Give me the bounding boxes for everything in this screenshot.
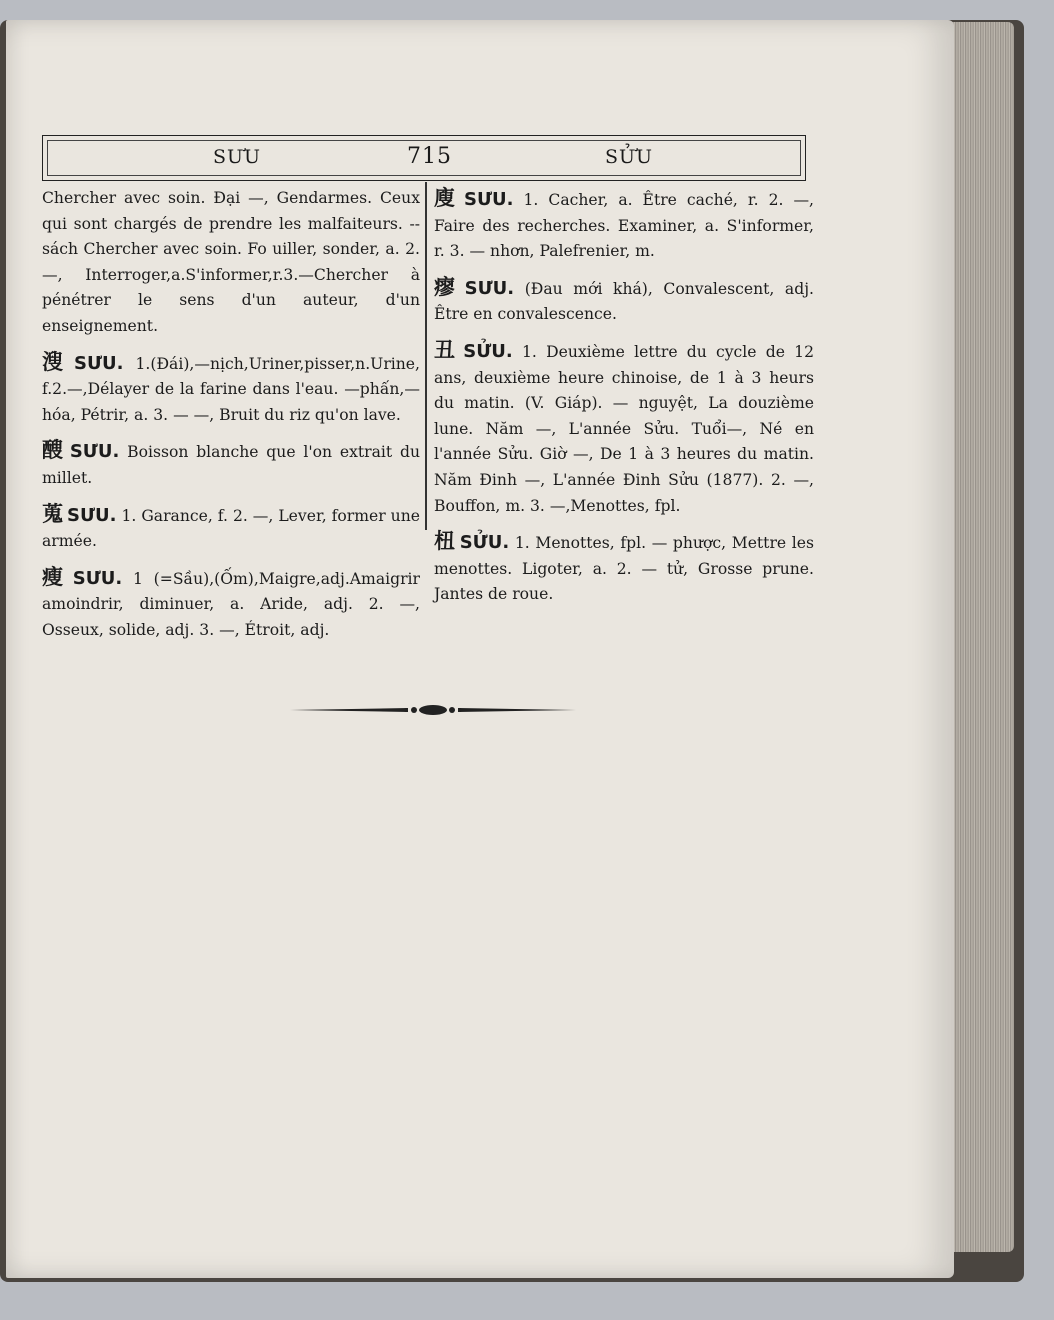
headword: SƯU.	[74, 352, 124, 374]
column-divider	[425, 182, 427, 530]
headword: SƯU.	[464, 277, 515, 299]
entry-text: (Đau mới khá), Convalescent, adj. Être en convalescence.	[434, 279, 814, 324]
entry-text: 1. Deuxième lettre du cycle de 12 ans, deuxième heure chinoise, de 1 à 3 heurs du matin. (V. Giáp). — nguyệt, La douzième lune. Năm —, L'année Sửu. Tuổi—, Né en l'année Sửu. Giờ —, De 1 à 3 heures du matin. Năm Đinh —, L'année Đinh Sửu (1877). 2. —, Bouffon, m. 3. —,Menottes, fpl.	[434, 342, 815, 515]
headword: SƯU.	[67, 504, 117, 526]
han-character: 廋	[434, 186, 461, 210]
entry-text: 1 (=Sầu),(Ốm),Maigre,adj.Amaigrir amoindrir, diminuer, a. Aride, adj. 2. —, Osseux, solide, adj. 3. —, Étroit, adj.	[42, 569, 420, 639]
entry	[42, 502, 420, 555]
entry-text: 1.(Đái),—nịch,Uriner,pisser,n.Urine, f.2.—,Délayer de la farine dans l'eau. —phấn,— hóa, Pétrir, a. 3. — —, Bruit du riz qu'on lave.	[42, 354, 420, 424]
han-character: 杻	[434, 529, 456, 554]
page-number: 715	[407, 144, 452, 169]
han-character: 蒐	[42, 501, 64, 526]
han-character: 丑	[434, 337, 460, 362]
han-character: 醙	[42, 438, 66, 463]
headword: SƯU.	[72, 567, 123, 589]
han-character: 溲	[42, 349, 71, 374]
left-column	[42, 186, 420, 654]
entry-text: Boisson blanche que l'on extrait du millet.	[42, 443, 420, 487]
entry	[42, 438, 420, 491]
entry	[42, 350, 420, 429]
entry	[434, 186, 814, 265]
headword: SƯU.	[464, 189, 514, 210]
entry-text: 1. Garance, f. 2. —, Lever, former une armée.	[42, 506, 421, 551]
entry-text: 1. Cacher, a. Être caché, r. 2. —, Faire des recherches. Examiner, a. S'informer, r. 3. — nhơn, Palefrenier, m.	[434, 191, 814, 261]
entry	[434, 338, 814, 519]
header-right-word: SỬU	[605, 146, 654, 168]
headword: SỬU.	[463, 340, 513, 362]
page-header	[42, 135, 806, 181]
entry-text: 1. Menottes, fpl. — phược, Mettre les menottes. Ligoter, a. 2. — tử, Grosse prune. Jantes de roue.	[434, 534, 814, 604]
right-column	[434, 186, 814, 618]
ornament-divider	[288, 700, 578, 720]
entry	[434, 275, 814, 328]
entry	[434, 529, 814, 608]
entry	[42, 186, 420, 340]
han-character: 瘦	[42, 564, 69, 589]
entry	[42, 565, 420, 644]
dictionary-page	[6, 20, 954, 1278]
entry-text: Chercher avec soin. Đại —, Gendarmes. Ceux qui sont chargés de prendre les malfaiteurs. -- sách Chercher avec soin. Fo uiller, sonder, a. 2. —, Interroger,a.S'informer,r.3.—Chercher à pénétrer le sens d'un auteur, d'un enseignement.	[42, 189, 420, 335]
header-left-word: SƯU	[213, 146, 262, 168]
headword: SỬU.	[459, 532, 510, 554]
han-character: 瘳	[434, 274, 461, 299]
headword: SƯU.	[69, 441, 120, 463]
